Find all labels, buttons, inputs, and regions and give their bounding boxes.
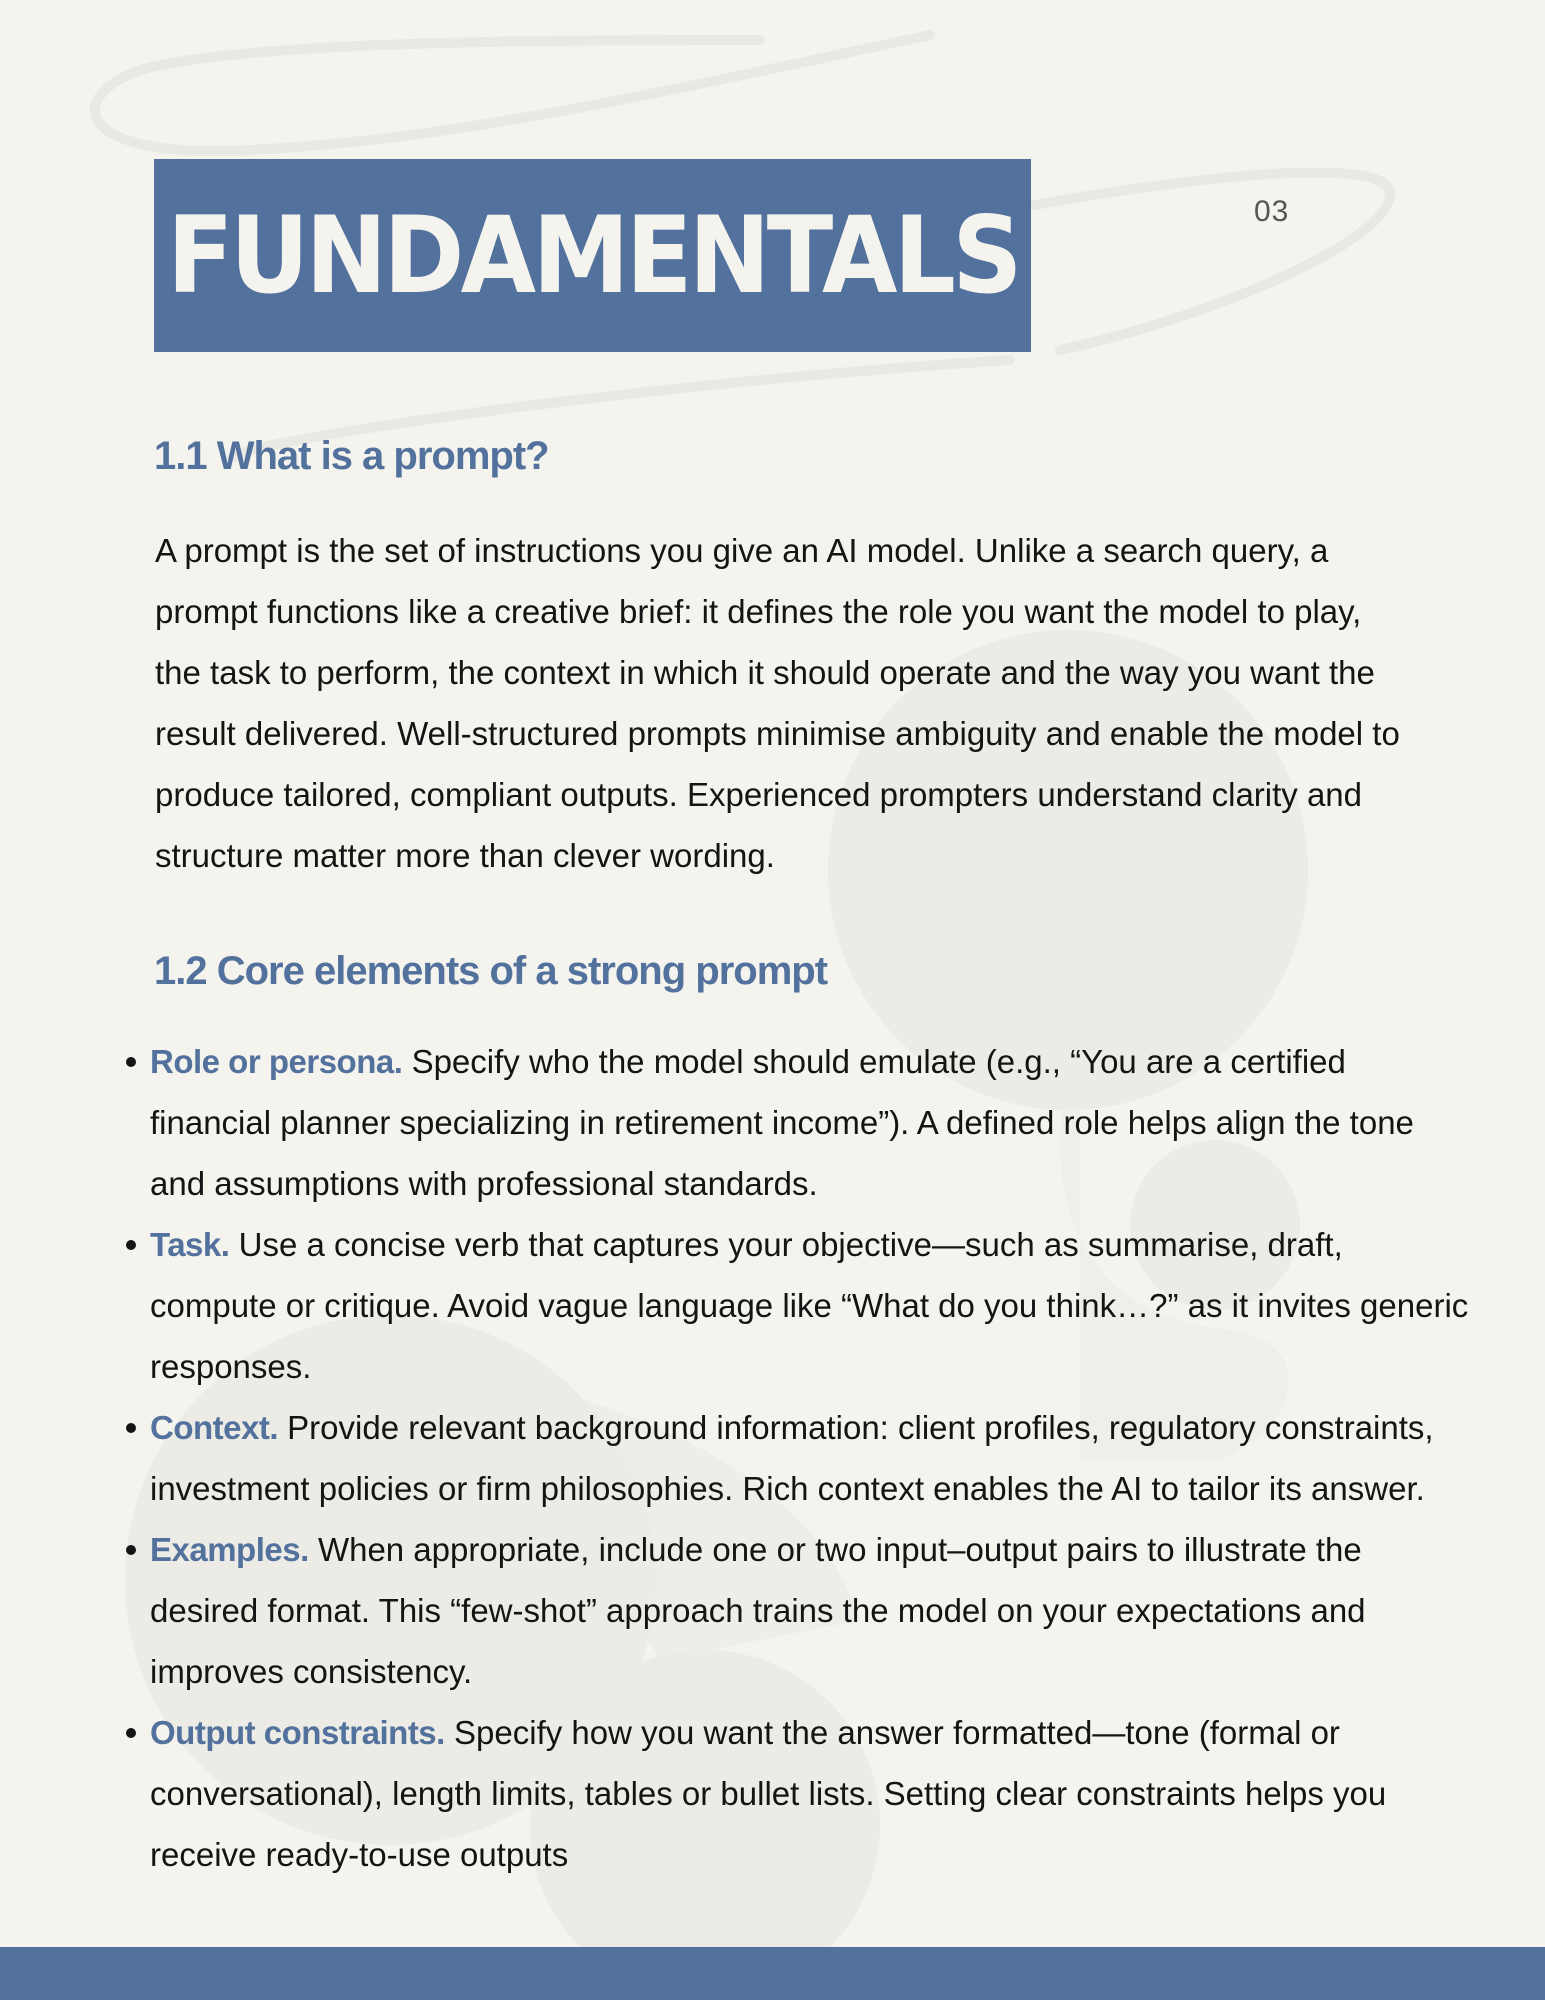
list-item-role <box>150 1031 1475 1214</box>
core-elements-list <box>150 1031 1475 1885</box>
list-item-context <box>150 1397 1475 1519</box>
list-item-term: Context. <box>150 1409 278 1446</box>
list-item-text: Specify how you want the answer formatted—tone (formal or conversational), length limits, tables or bullet lists. Setting clear constraints helps you receive ready-to-use outputs <box>150 1714 1387 1873</box>
bullet-icon <box>126 1728 136 1738</box>
page-number: 03 <box>1254 195 1290 228</box>
section-heading-what-is-a-prompt: 1.1 What is a prompt? <box>154 434 549 478</box>
list-item-task <box>150 1214 1475 1397</box>
bullet-icon <box>126 1240 136 1250</box>
list-item-output-constraints <box>150 1702 1475 1885</box>
bullet-icon <box>126 1057 136 1067</box>
section-paragraph-what-is-a-prompt: A prompt is the set of instructions you give an AI model. Unlike a search query, a prompt functions like a creative brief: it defines the role you want the model to play, the task to perform, the context in which it should operate and the way you want the result delivered. Well-structured prompts minimise ambiguity and enable the model to produce tailored, compliant outputs. Experienced prompters understand clarity and structure matter more than clever wording. <box>155 532 1400 874</box>
bullet-icon <box>126 1545 136 1555</box>
footer-bar <box>0 1947 1545 2000</box>
list-item-term: Task. <box>150 1226 230 1263</box>
page-title: FUNDAMENTALS <box>166 193 1019 317</box>
list-item-term: Output constraints. <box>150 1714 445 1751</box>
list-item-text: Provide relevant background information: client profiles, regulatory constraints, investment policies or firm philosophies. Rich context enables the AI to tailor its answer. <box>150 1409 1434 1507</box>
list-item-examples <box>150 1519 1475 1702</box>
list-item-text: Use a concise verb that captures your objective—such as summarise, draft, compute or critique. Avoid vague language like “What do you think…?” as it invites generic responses. <box>150 1226 1469 1385</box>
list-item-term: Examples. <box>150 1531 309 1568</box>
section-heading-core-elements: 1.2 Core elements of a strong prompt <box>154 949 828 993</box>
bullet-icon <box>126 1423 136 1433</box>
title-banner <box>154 159 1031 352</box>
list-item-text: When appropriate, include one or two input–output pairs to illustrate the desired format. This “few-shot” approach trains the model on your expectations and improves consistency. <box>150 1531 1366 1690</box>
list-item-term: Role or persona. <box>150 1043 403 1080</box>
list-item-text: Specify who the model should emulate (e.g., “You are a certified financial planner specializing in retirement income”). A defined role helps align the tone and assumptions with professional standards. <box>150 1043 1414 1202</box>
